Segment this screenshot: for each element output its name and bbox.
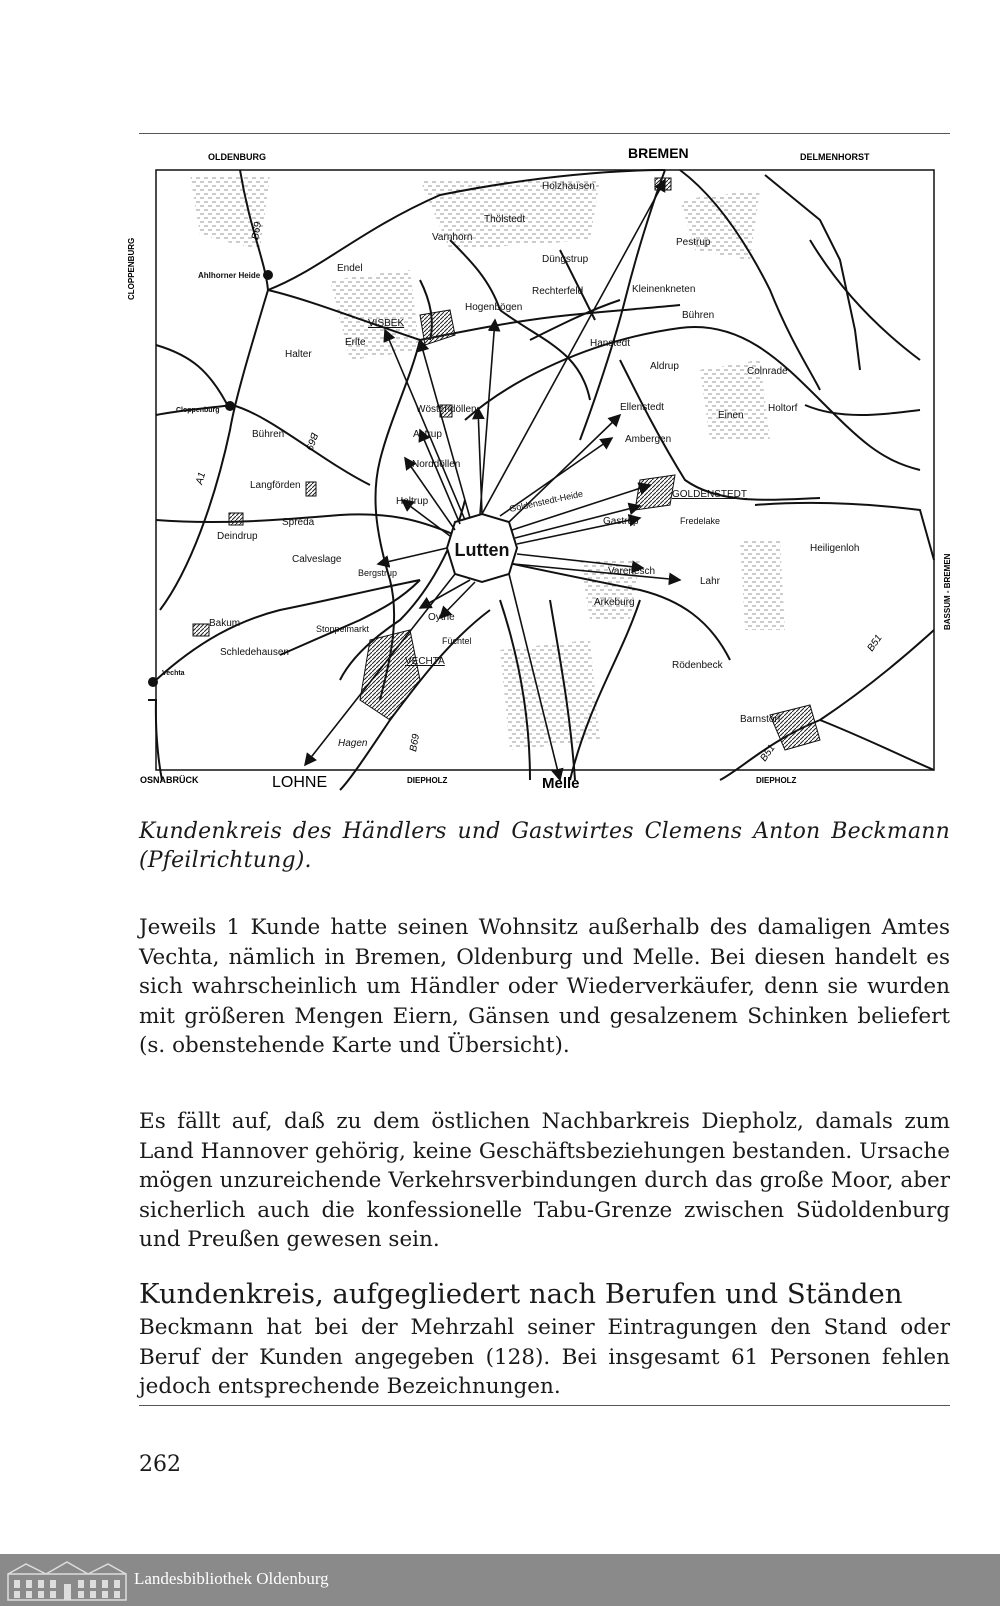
label-cloppenburg-side: CLOPPENBURG — [127, 237, 136, 300]
library-building-icon — [6, 1560, 128, 1602]
place-hogenboegen: Hogenbögen — [465, 302, 523, 313]
place-roedenbeck: Rödenbeck — [672, 660, 723, 671]
place-endel: Endel — [337, 263, 363, 274]
section-paragraph: Beckmann hat bei der Mehrzahl seiner Eintragungen den Stand oder Beruf der Kunden angegeben (128). Bei insgesamt 61 Personen fehlen jedoch entsprechende Bezeichnungen. — [139, 1315, 950, 1399]
place-kleinenkneten: Kleinenkneten — [632, 284, 696, 295]
place-goldenstedt-heide: Goldenstedt-Heide — [508, 488, 584, 514]
place-stoppelmarkt: Stoppelmarkt — [316, 624, 370, 634]
place-deindrup: Deindrup — [217, 531, 258, 542]
place-buehren-ne: Bühren — [682, 310, 715, 321]
place-woestendoellen: Wöstendöllen — [416, 404, 477, 415]
place-astrup: Astrup — [413, 429, 442, 440]
label-bassum-bremen: BASSUM - BREMEN — [943, 553, 952, 630]
center-label: Lutten — [454, 540, 510, 560]
place-hanstedt: Hanstedt — [590, 338, 631, 349]
label-lohne: LOHNE — [272, 774, 328, 791]
place-schledehausen: Schledehausen — [220, 647, 289, 658]
place-thoelstedt: Thölstedt — [484, 214, 526, 225]
place-bakum: Bakum — [209, 618, 241, 629]
place-ambergen: Ambergen — [625, 434, 672, 445]
place-visbek: VISBEK — [368, 318, 405, 329]
place-holzhausen: Holzhausen — [542, 181, 595, 192]
place-bergstrup: Bergstrup — [358, 568, 398, 578]
vechta-small-dot — [148, 677, 158, 687]
place-buehren-w: Bühren — [252, 429, 285, 440]
top-rule — [139, 133, 950, 134]
place-barnstorf: Barnstorf — [740, 714, 781, 725]
place-duengstrup: Düngstrup — [542, 254, 589, 265]
label-oldenburg: OLDENBURG — [208, 152, 266, 162]
road-b69-top: B69 — [250, 221, 265, 241]
place-fuechtel: Füchtel — [442, 636, 472, 646]
label-delmenhorst: DELMENHORST — [800, 152, 870, 162]
road-b51-low: B51 — [758, 742, 778, 764]
place-einen: Einen — [718, 410, 744, 421]
place-gastrup: Gastrup — [603, 516, 639, 527]
label-melle: Melle — [542, 775, 580, 792]
place-spreda: Spreda — [282, 517, 315, 528]
bottom-rule — [139, 1405, 950, 1406]
place-hagen: Hagen — [338, 738, 368, 749]
place-cloppenburg: Cloppenburg — [176, 407, 220, 414]
figure-caption: Kundenkreis des Händlers und Gastwirtes Clemens Anton Beckmann (Pfeilrichtung). — [139, 819, 950, 873]
page-number: 262 — [139, 1452, 181, 1477]
label-diepholz-1: DIEPHOLZ — [407, 776, 448, 785]
place-oythe: Oythe — [428, 612, 455, 623]
place-arkeburg: Arkeburg — [594, 597, 635, 608]
footer-bar — [0, 1554, 1000, 1606]
road-b69-mid: B69 — [303, 430, 320, 452]
place-rechterfeld: Rechterfeld — [532, 286, 584, 297]
place-calveslage: Calveslage — [292, 554, 342, 565]
place-ahlhorner-heide: Ahlhorner Heide — [198, 271, 261, 280]
place-varnhorn: Varnhorn — [432, 232, 473, 243]
paragraph-1: Jeweils 1 Kunde hatte seinen Wohnsitz außerhalb des damaligen Amtes Vechta, nämlich in Bremen, Oldenburg und Melle. Bei diesen handelt es sich wahrscheinlich um Händler oder Wiederverkäufer, denn sie wurden mit größeren Mengen Eiern, Gänsen und gesalzenem Schinken beliefert (s. obenstehende Karte und Übersicht). — [139, 915, 950, 1058]
place-langfoerden: Langförden — [250, 480, 301, 491]
place-pestrup: Pestrup — [676, 237, 711, 248]
place-ellenstedt: Ellenstedt — [620, 402, 664, 413]
place-holtrup: Holtrup — [396, 496, 429, 507]
place-heiligenloh: Heiligenloh — [810, 543, 860, 554]
place-lahr: Lahr — [700, 576, 721, 587]
place-colnrade: Colnrade — [747, 366, 788, 377]
cloppenburg-dot — [225, 401, 235, 411]
map-svg — [120, 140, 960, 810]
place-varenesch: Varenesch — [608, 566, 656, 577]
place-aldrup: Aldrup — [650, 361, 679, 372]
road-b51: B51 — [865, 632, 885, 654]
section-heading: Kundenkreis, aufgegliedert nach Berufen und Ständen — [139, 1278, 903, 1310]
library-name: Landesbibliothek Oldenburg — [134, 1569, 329, 1588]
place-goldenstedt: GOLDENSTEDT — [672, 489, 748, 500]
ahlhorner-heide-dot — [263, 270, 273, 280]
label-bremen: BREMEN — [628, 145, 689, 161]
place-halter: Halter — [285, 349, 312, 360]
label-diepholz-2: DIEPHOLZ — [756, 776, 797, 785]
place-vechta: VECHTA — [405, 656, 445, 667]
paragraph-2: Es fällt auf, daß zu dem östlichen Nachbarkreis Diepholz, damals zum Land Hannover gehörig, keine Geschäftsbeziehungen bestanden. Ursache mögen unzureichende Verkehrsverbindungen durch das große Moor, aber sicherlich auch die konfessionelle Tabu-Grenze zwischen Südoldenburg und Preußen gewesen sein. — [139, 1109, 950, 1252]
place-vechta-small: Vechta — [162, 670, 185, 677]
label-osnabrueck: OSNABRÜCK — [140, 775, 199, 785]
map-figure — [120, 140, 960, 810]
place-erlte: Erlte — [345, 337, 366, 348]
place-norddoellen: Norddöllen — [412, 459, 461, 470]
road-a1: A1 — [194, 471, 209, 486]
place-fredelake: Fredelake — [680, 516, 721, 526]
road-b69-bottom: B69 — [408, 733, 423, 753]
place-holtorf: Holtorf — [768, 403, 798, 414]
